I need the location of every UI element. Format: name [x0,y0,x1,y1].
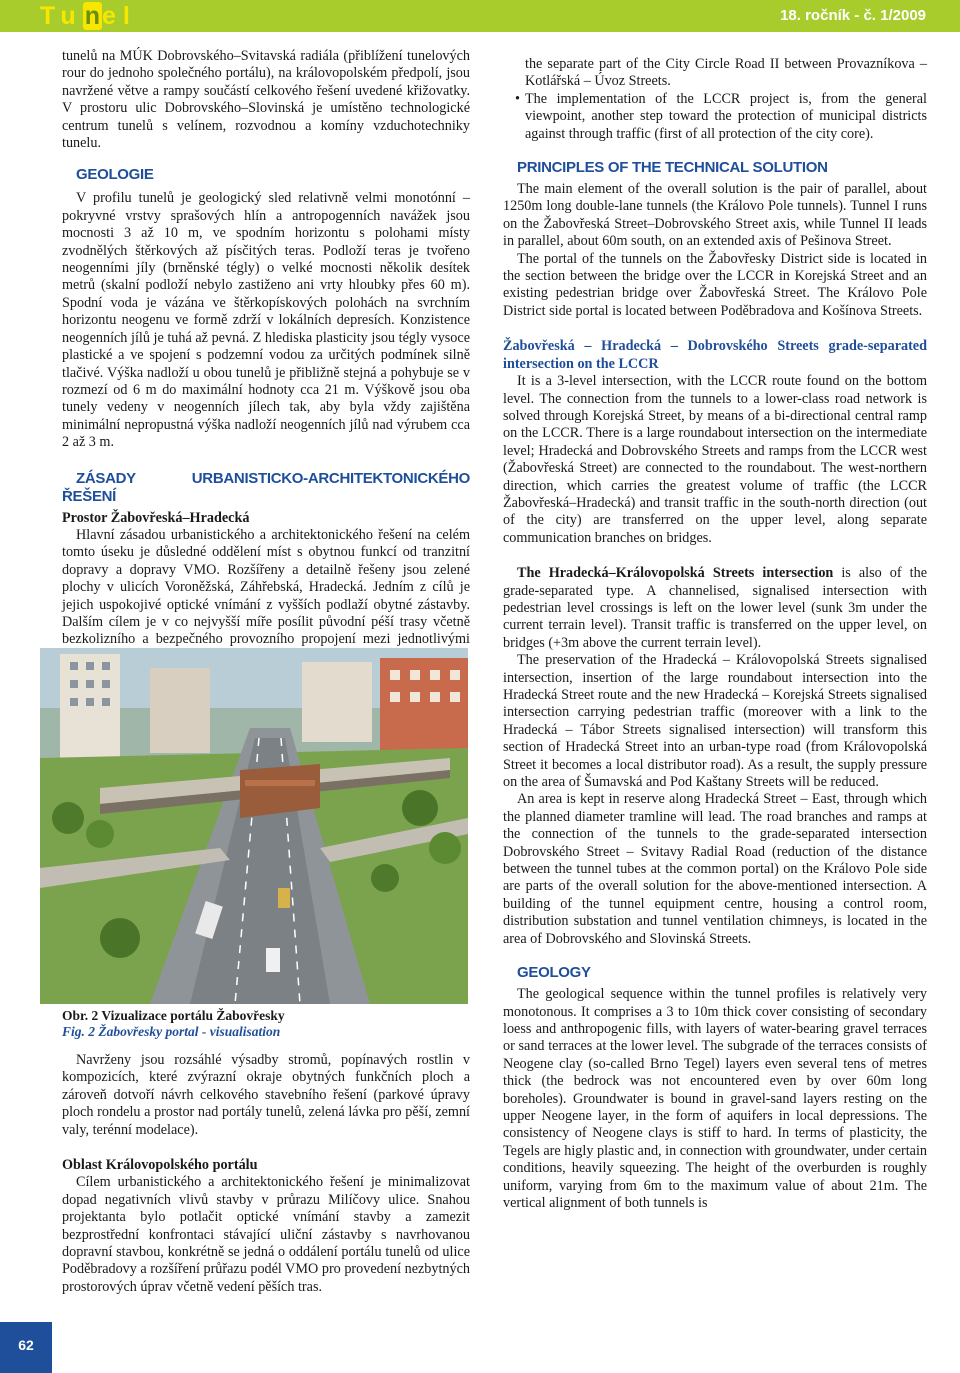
caption-en: Fig. 2 Žabovřesky portal - visualisation [62,1024,281,1039]
intro-paragraph: tunelů na MÚK Dobrovského–Svitavská radiála (přiblížení tunelových rour do jednoho společného portálu), na královopolském předpolí, jsou navržené větve a rampy součástí celkového řešení uvedené křižovatky. V prostoru ulic Dobrovského–Slovinská je umístěno technologické centrum tunelů s velínem, rozvodnou a komíny vzduchotechniky tunelu. [62,48,470,152]
principles-heading: PRINCIPLES OF THE TECHNICAL SOLUTION [517,159,828,177]
prostor-heading: Prostor Žabovřeská–Hradecká [62,509,250,526]
hradecka-paragraph [503,565,927,652]
geology-paragraph: The geological sequence within the tunnel profiles is relatively very monotonous. It comprises a 3 to 10m thick cover consisting of secondary loess and anthropogenic fills, with layers of water-bearing gravel terraces or sand terraces at the lower level. The subgrade of the terraces consists of Neogene clay (so-called Brno Tegel) layers even several tens of metres thick (the bedrock was not encountered even by over 60m long boreholes). Groundwater is bound in gravel-sand layers resting on the upper Neogene layer, in the form of aquifers in local depressions. The consistency of Neogene clays is stiff to hard. In terms of plasticity, the Tegels are higly plastic and, in connection with groundwater, under certain conditions, heavily squeezing. The height of the overburden is roughly uniform, varying from 6m to the maximum value of about 21m. The vertical alignment of both tunnels is [503,986,927,1211]
hradecka-text: is also of the grade-separated type. A channelised, signalised intersection with pedestrian level crossings is left on the lower level (sunk 3m under the current terrain level). Transit traffic is transferred on the upper level, on bridges (+3m above the current terrain level). [503,565,928,651]
journal-logo [40,2,137,30]
caption-cz: Obr. 2 Vizualizace portálu Žabovřesky [62,1008,285,1023]
hradecka-lead: The Hradecká–Královopolská Streets intersection [517,565,834,582]
page-number: 62 [18,1337,34,1353]
issue-label: 18. ročník - č. 1/2009 [780,7,926,24]
left-column [62,48,470,666]
bullet-item [503,91,927,143]
figure-caption [62,1008,285,1040]
zasady-heading: ZÁSADY URBANISTICKO-ARCHITEKTONICKÉHO ŘEŠENÍ [62,469,470,505]
prostor-paragraph: Hlavní zásadou urbanistického a architektonického řešení na celém tomto úseku je důsledné oddělení míst s obytnou funkcí od tranzitní dopravy a dopravy VMO. Rozšířeny a detailně řešeny jsou zelené plochy v ulicích Voroněžská, Záhřebská, Hradecká. Jedním z cílů je jejich uspokojivé optické vnímání z vyšších podlaží obytné zástavby. Dalším cílem je v co nejvyšší míře posílit původní péší trasy včetně bezkolizního a bezpečného provozního propojení mezi jednotlivými [62,526,470,648]
geologie-paragraph: V profilu tunelů je geologický sled relativně velmi monotónní – pokryvné vrstvy sprašových hlín a antropogenních navážek jsou mocnosti 3 až 10 m, ve spodním horizontu s polohami místy zvodnělých štěrkových až písčitých teras. Podloží teras je tvořeno neogenními jíly (brněnské tégly) o velké mocnosti několik desítek metrů (skalní podloží nebylo zastiženo ani vrty hloubky přes 60 m). Spodní voda je vázána ve štěrkopískových polohách na svrchním horizontu neogenu ve formě zdrží v lokálních depresích. Konzistence neogenních jílů je tuhá až pevná. Z hlediska plasticity jsou tégly vysoce plastické a ve spojení s podzemní vodou za určitých podmínek silně tlačivé. Výška nadloží u obou tunelů je přibližně stejná a pohybuje se v rozmezí od 6 m do maximální hodnoty cca 21 m. Výškově jsou oba tunely vedeny v neogenních jílech tak, aby byla vždy zajištěna minimální nepropustná výška nadloží neogenních jílů nad výrubem cca 2 až 3 m. [62,190,470,451]
geology-heading: GEOLOGY [517,964,591,982]
geologie-heading: GEOLOGIE [76,166,154,184]
reserve-paragraph: An area is kept in reserve along Hradecká Street – East, through which the planned diameter tramline will lead. The road branches and ramps at the connection of the tunnels to the grade-separated intersection Dobrovského Street – Svitavy Radial Road (reduction of the distance between the tunnel tubes at the common portal) on the Královo Pole side are parts of the overall solution for the above-mentioned intersection. A building of the tunnel equipment centre, housing a control room, distribution substation and tunnel ventilation chimneys, is located in the area of Dobrovského and Slovinská Streets. [503,791,927,947]
oblast-heading: Oblast Královopolského portálu [62,1157,258,1174]
principles-paragraph-1: The main element of the overall solution is the pair of parallel, about 1250m long double-lane tunnels (the Královo Pole tunnels). Tunnel I runs on the Žabovřeská Street–Dobrovského Street axis, while Tunnel II leads in parallel, about 60m south, on an extended axis of Pešinova Street. [503,181,927,250]
bullet-mark: • [515,90,520,107]
after-figure-paragraph: Navrženy jsou rozsáhlé výsadby stromů, popínavých rostlin v kompozicích, které zvýrazní okraje obytných funkčních ploch a zároveň dotvoří návrh celkového stavebního řešení (parkové úpravy ploch rondelu a prostor nad portály tunelů, zelená lávka pro pěší, zemní valy, terénní modelace). [62,1052,470,1138]
oblast-paragraph: Cílem urbanistického a architektonického řešení je minimalizovat dopad negativních vlivů stavby v průrazu Milíčovy ulice. Snahou projektanta bylo potlačit optické vnímání stavby a zamezit bezprostřední konfrontaci stávající uliční zástavby s navrhovanou dopravní stavbou, konkrétně se jedná o oddálení portálu tunelů od ulice Poděbradovy a rozšíření průřazu podél VMO pro provedení nezbytných prostorových úprav včetně vedení pěších tras. [62,1174,470,1295]
left-column-lower [62,1052,470,1296]
right-column [503,56,927,1212]
preservation-paragraph: The preservation of the Hradecká – Královopolská Streets signalised intersection, insertion of the large roundabout intersection into the Hradecká Street route and the new Hradecká – Korejská Streets signalised intersection carrying pedestrian traffic (moreover with a link to the Hradecká – Tábor Streets signalised intersection) will transform this section of Hradecká Street into an urban-type road (from Královopolská Street it becomes a local distributor road). As a result, the supply pressure on the area of Šumavská and Pod Kaštany Streets will be reduced. [503,652,927,791]
zabovreska-paragraph: It is a 3-level intersection, with the LCCR route found on the bottom level. The connection from the tunnels to a lower-class road network is solved through Korejská Street, by means of a bi-directional central ramp on the LCCR. There is a large roundabout intersection on the intermediate level; Hradecká and Dobrovského Streets and ramps from the LCCR west (Žabovřeská Street) are connected to the roundabout. The west-northern direction, which carries the greatest volume of traffic (the LCCR Žabovřeská–Hradecká) and transit traffic in the south-north direction (out of the city) are transferred on the upper level, along separate communication branches on bridges. [503,373,927,546]
logo-m-box: n [84,2,100,30]
bullet-text: The implementation of the LCCR project is, from the general viewpoint, another step toward the protection of municipal districts against through traffic (first of all protection of the city core). [525,90,927,142]
principles-paragraph-2: The portal of the tunnels on the Žabovřesky District side is located in the section between the bridge over the LCCR in Korejská Street and an existing pedestrian bridge over Žabovřeská Street. The Královo Pole District side portal is located between Poděbradova and Košínova Streets. [503,250,927,319]
zabovreska-heading: Žabovřeská – Hradecká – Dobrovského Streets grade-separated intersection on the LCCR [503,338,927,372]
logo-prefix: Tu [40,2,83,30]
portal-visualisation-image [40,648,468,1004]
intro-continuation: the separate part of the City Circle Road II between Provazníkova – Kotlářská – Úvoz Streets. [525,56,927,90]
logo-suffix: el [101,2,137,30]
